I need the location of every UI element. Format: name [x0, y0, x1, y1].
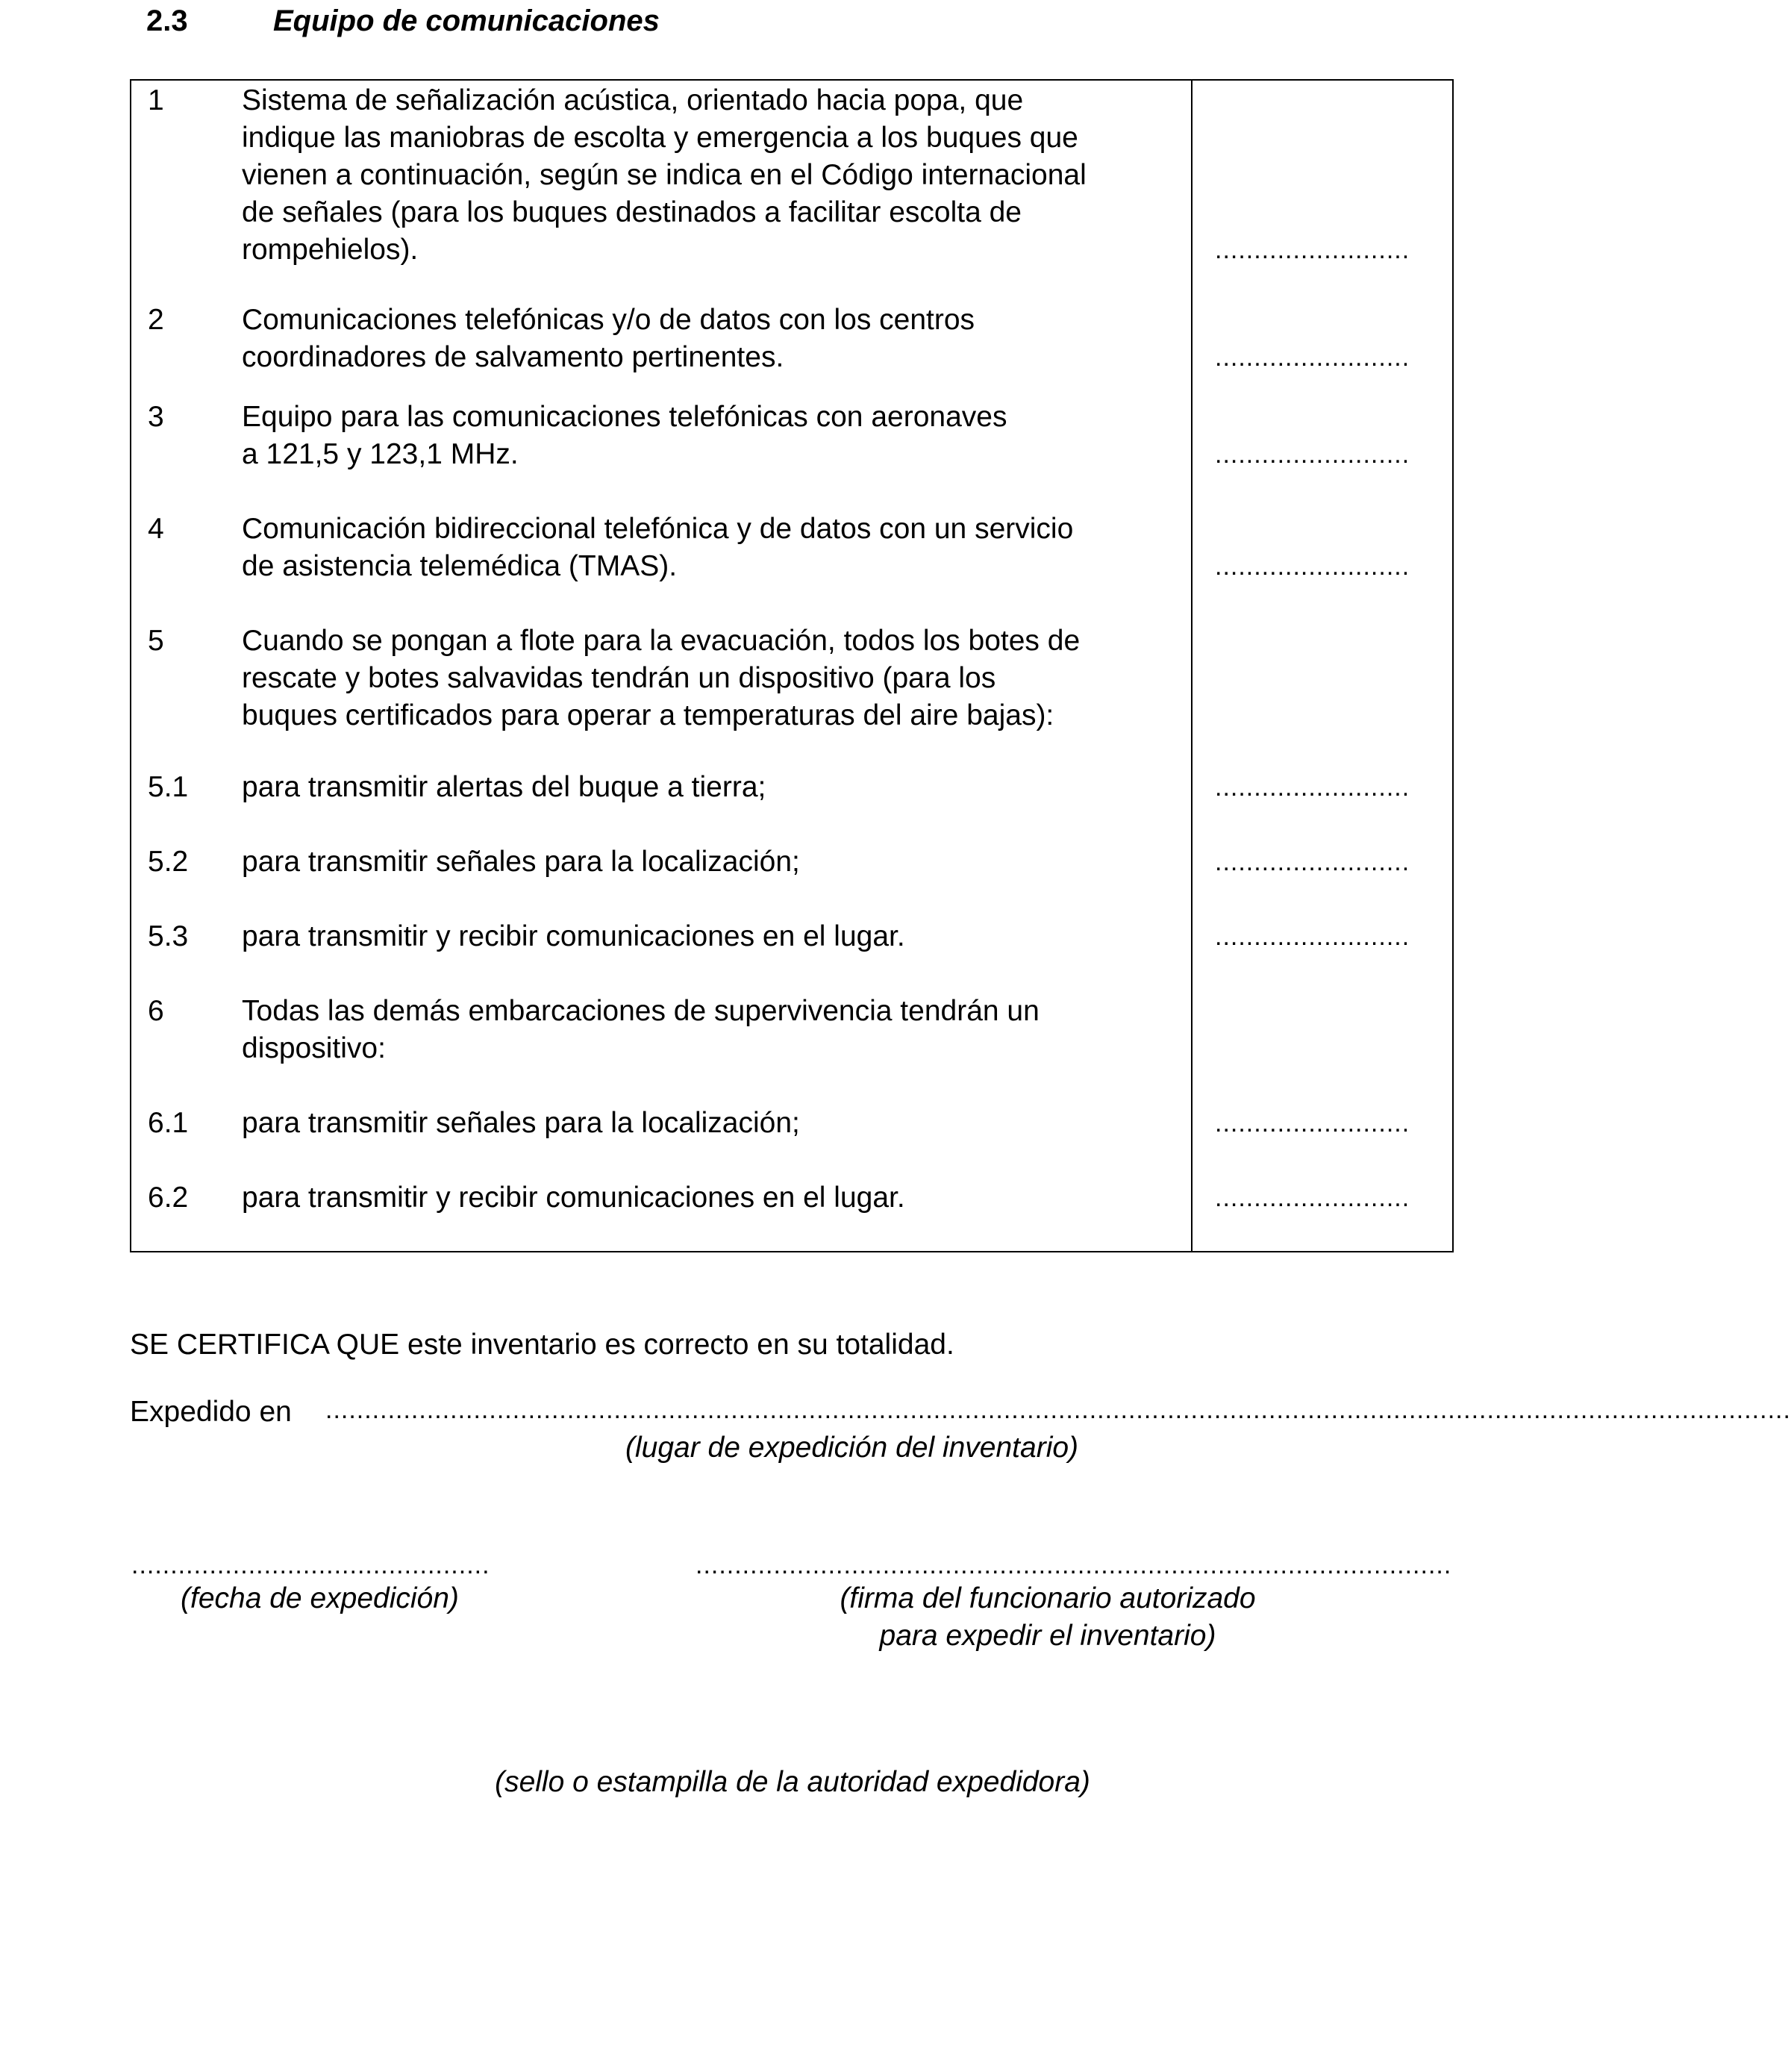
section-heading	[146, 4, 660, 38]
item-description	[242, 622, 1184, 734]
item-description-line: de asistencia telemédica (TMAS).	[242, 550, 678, 582]
signature-label-line1: (firma del funcionario autorizado	[840, 1582, 1256, 1614]
item-number: 5	[148, 625, 164, 657]
item-description-line: para transmitir y recibir comunicaciones en el lugar.	[242, 920, 905, 952]
item-check-field[interactable]: .........................	[1215, 923, 1410, 951]
item-description	[242, 843, 1184, 881]
item-description-line: rescate y botes salvavidas tendrán un dispositivo (para los	[242, 662, 996, 694]
date-of-issue-label: (fecha de expedición)	[181, 1582, 459, 1614]
item-description-line: Equipo para las comunicaciones telefónicas con aeronaves	[242, 401, 1007, 433]
item-description-line: Comunicaciones telefónicas y/o de datos con los centros	[242, 304, 975, 336]
item-description-line: Comunicación bidireccional telefónica y de datos con un servicio	[242, 513, 1074, 545]
item-check-field[interactable]: .........................	[1215, 552, 1410, 581]
item-number: 4	[148, 513, 164, 545]
item-description-line: para transmitir y recibir comunicaciones en el lugar.	[242, 1182, 905, 1214]
signature-field[interactable]: .................................................................................................	[696, 1551, 1452, 1579]
item-number: 5.3	[148, 920, 189, 952]
item-description	[242, 302, 1184, 376]
item-check-field[interactable]: .........................	[1215, 773, 1410, 802]
section-number: 2.3	[146, 4, 188, 37]
item-description-line: de señales (para los buques destinados a facilitar escolta de	[242, 196, 1022, 228]
item-description	[242, 1105, 1184, 1142]
item-number: 6	[148, 995, 164, 1027]
item-description	[242, 918, 1184, 955]
section-title: Equipo de comunicaciones	[273, 4, 660, 37]
item-description-line: Todas las demás embarcaciones de supervivencia tendrán un	[242, 995, 1040, 1027]
item-description-line: buques certificados para operar a temperaturas del aire bajas):	[242, 699, 1054, 731]
item-description-line: dispositivo:	[242, 1032, 386, 1064]
item-description-line: a 121,5 y 123,1 MHz.	[242, 438, 519, 470]
item-description	[242, 993, 1184, 1067]
item-check-field[interactable]: .........................	[1215, 343, 1410, 372]
item-description-line: para transmitir señales para la localización;	[242, 1107, 800, 1139]
item-number: 6.1	[148, 1107, 189, 1139]
item-number: 2	[148, 304, 164, 336]
item-check-field[interactable]: .........................	[1215, 1184, 1410, 1212]
inventory-table	[130, 79, 1454, 1252]
item-description	[242, 511, 1184, 585]
item-check-field[interactable]: .........................	[1215, 1109, 1410, 1138]
signature-label-line2: para expedir el inventario)	[879, 1620, 1216, 1652]
certification-statement: SE CERTIFICA QUE este inventario es correcto en su totalidad.	[130, 1329, 954, 1361]
column-divider	[1191, 81, 1193, 1251]
item-number: 6.2	[148, 1182, 189, 1214]
issued-in-field[interactable]: ............................................................................................................................................................................................	[325, 1396, 1791, 1424]
item-description-line: para transmitir alertas del buque a tierra;	[242, 771, 766, 803]
item-description-line: Sistema de señalización acústica, orientado hacia popa, que	[242, 84, 1024, 116]
date-of-issue-field[interactable]: ..............................................	[131, 1551, 490, 1579]
item-description	[242, 769, 1184, 806]
item-description-line: vienen a continuación, según se indica en el Código internacional	[242, 159, 1087, 191]
item-description-line: coordinadores de salvamento pertinentes.	[242, 341, 784, 373]
seal-label: (sello o estampilla de la autoridad expedidora)	[495, 1766, 1090, 1798]
item-description	[242, 1179, 1184, 1217]
item-check-field[interactable]: .........................	[1215, 236, 1410, 264]
item-description-line: Cuando se pongan a flote para la evacuación, todos los botes de	[242, 625, 1081, 657]
item-description	[242, 82, 1184, 269]
item-number: 5.2	[148, 846, 189, 878]
place-of-issue-label: (lugar de expedición del inventario)	[625, 1432, 1079, 1464]
item-number: 5.1	[148, 771, 189, 803]
item-description	[242, 399, 1184, 473]
item-description-line: indique las maniobras de escolta y emergencia a los buques que	[242, 122, 1078, 154]
item-check-field[interactable]: .........................	[1215, 848, 1410, 876]
item-number: 3	[148, 401, 164, 433]
item-description-line: para transmitir señales para la localización;	[242, 846, 800, 878]
item-number: 1	[148, 84, 164, 116]
item-check-field[interactable]: .........................	[1215, 440, 1410, 469]
item-description-line: rompehielos).	[242, 234, 419, 266]
issued-in-label: Expedido en	[130, 1396, 292, 1428]
